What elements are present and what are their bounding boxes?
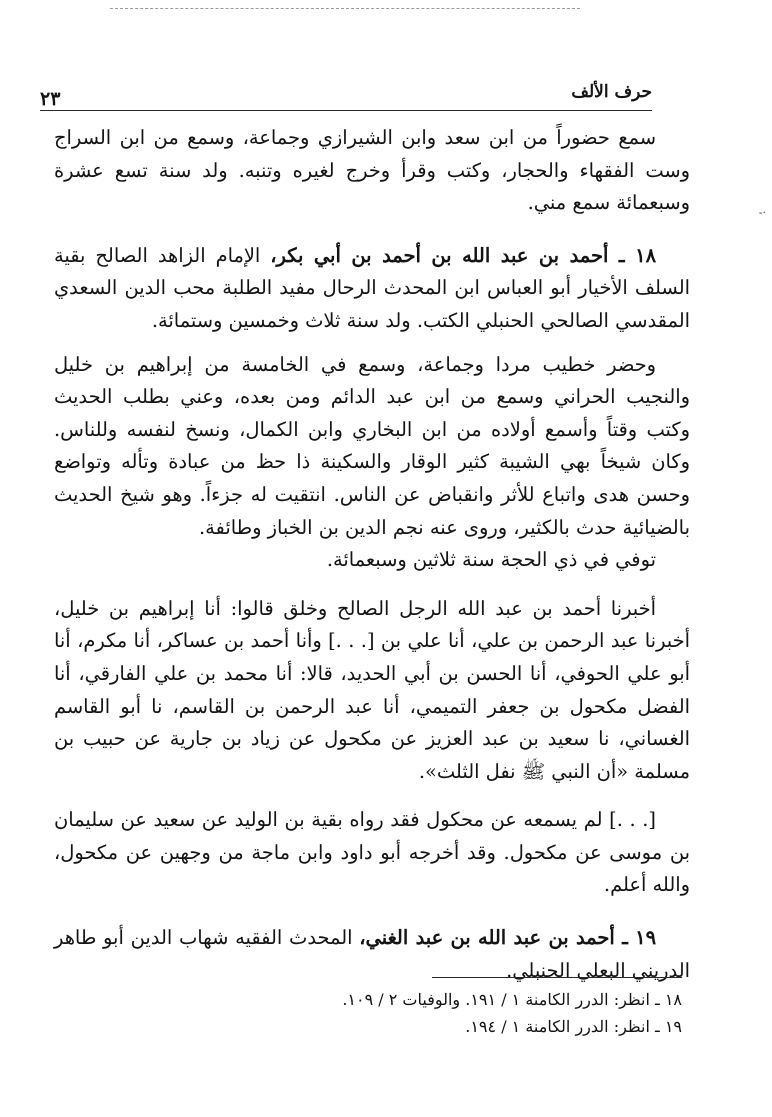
paragraph-death [54,544,690,577]
paragraph-text: توفي في ذي الحجة سنة ثلاثين وسبعمائة. [326,548,656,572]
paragraph-text: وحضر خطيب مردا وجماعة، وسمع في الخامسة من إبراهيم بن خليل والنجيب الحراني وسمع من ابن عبد الدائم ومن بعده، وعني بطلب الحديث وكتب وقتاً وأسمع أولاده من ابن البخاري وابن الكمال، ونسخ لنفسه وللناس. وكان شيخاً بهي الشيبة كثير الوقار والسكينة ذا حظ من عبادة وتأله وتواضع وحسن هدى واتباع للأثر وانقباض عن الناس. انتقيت له جزءاً. وهو شيخ الحديث بالضيائية حدث بالكثير، وروى عنه نجم الدين بن الخباز وطائفة. [54,352,690,539]
paragraph-isnad [54,593,690,789]
running-title: حرف الألف [571,82,652,102]
paragraph-text: [. . .] لم يسمعه عن محكول فقد رواه بقية بن الوليد عن سعيد عن سليمان بن موسى عن مكحول. وقد أخرجه أبو داود وابن ماجة من وجهين عن مكحول، والله أعلم. [54,808,690,897]
footnote-19: ١٩ ـ انظر: الدرر الكامنة ١ / ١٩٤. [465,1017,682,1036]
paragraph-text: أخبرنا أحمد بن عبد الله الرجل الصالح وخلق قالوا: أنا إبراهيم بن خليل، أخبرنا عبد الرحمن بن علي، أنا علي بن [. . .] وأنا أحمد بن عساكر، أنا مكرم، أنا أبو علي الحوفي، أنا الحسن بن أبي الحديد، قالا: أنا محمد بن علي الفارقي، أنا الفضل مكحول بن جعفر التميمي، أنا عبد الرحمن بن القاسم، نا أبو القاسم الغساني، نا سعيد بن عبد العزيز عن مكحول عن زياد بن جارية عن حبيب بن مسلمة «أن النبي ﷺ نفل الثلث». [54,596,690,783]
top-dashed-line [110,8,580,9]
entry-18 [54,240,690,338]
paragraph-text: سمع حضوراً من ابن سعد وابن الشيرازي وجماعة، وسمع من ابن السراج وست الفقهاء والحجار، وكتب وقرأ وخرج لغيره وتنبه. ولد سنة تسع عشرة وسبعمائة سمع مني. [54,126,690,215]
paragraph-text: المحدث الفقيه شهاب الدين أبو طاهر الدريني البعلي الحنبلي. [54,926,690,982]
footnote-separator [432,977,682,978]
entry-heading: ١٩ ـ أحمد بن عبد الله بن عبد الغني، [359,926,656,950]
page-number: ٢٣ [40,88,61,110]
paragraph-1 [54,122,690,220]
margin-mark: -· [758,206,766,219]
paragraph-text: الإمام الزاهد الصالح بقية السلف الأخيار أبو العباس ابن المحدث الرحال مفيد الطلبة محب الدين السعدي المقدسي الصالحي الحنبلي الكتب. ولد سنة ثلاث وخمسين وستمائة. [54,243,690,332]
paragraph-3 [54,349,690,545]
footnote-18: ١٨ ـ انظر: الدرر الكامنة ١ / ١٩١. والوفيات ٢ / ١٠٩. [342,990,682,1009]
main-text [54,122,690,987]
footnotes [130,986,682,1040]
paragraph-commentary [54,804,690,902]
page-header [40,82,652,111]
entry-heading: ١٨ ـ أحمد بن عبد الله بن أحمد بن أبي بكر، [270,243,656,267]
